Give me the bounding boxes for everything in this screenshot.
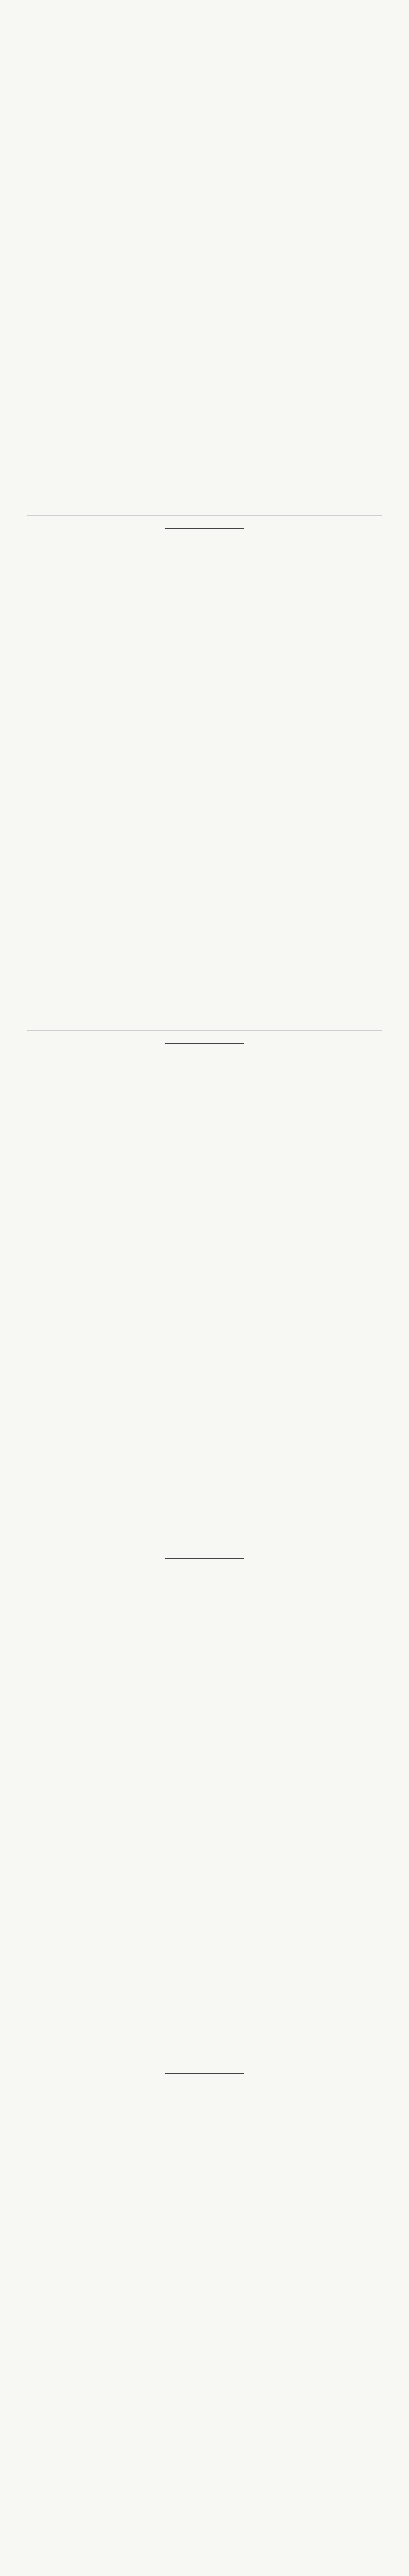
page-divider	[27, 515, 382, 516]
section-rule	[165, 1558, 244, 1559]
page-divider	[27, 1030, 382, 1031]
section-rule	[165, 1043, 244, 1044]
section-rule	[165, 2073, 244, 2074]
section-rule	[165, 528, 244, 529]
